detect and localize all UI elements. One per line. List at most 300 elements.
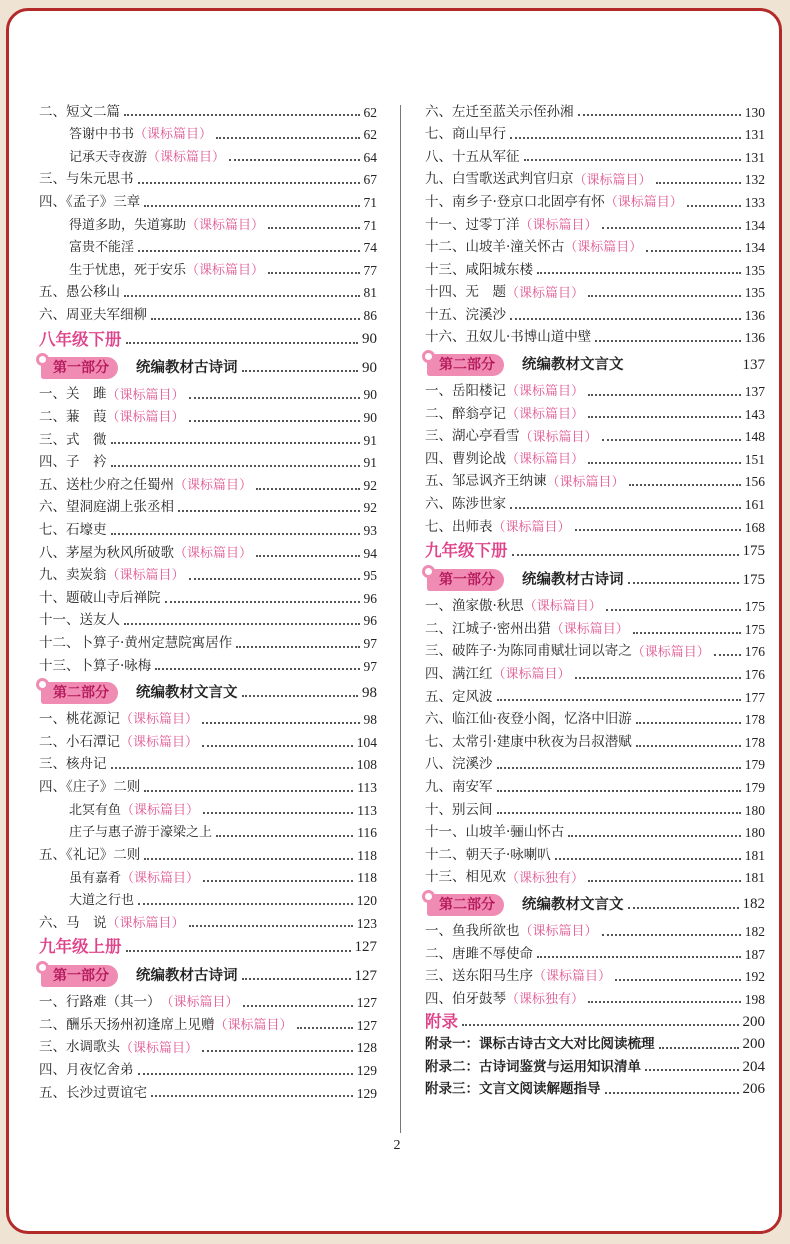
toc-entry[interactable] <box>39 912 377 935</box>
page-ref: 181 <box>744 847 765 863</box>
toc-entry[interactable] <box>39 565 377 588</box>
page-ref: 92 <box>363 500 377 516</box>
entry-title: 九、南安军 <box>425 778 493 795</box>
page-ref: 77 <box>363 262 377 278</box>
toc-left-column <box>39 101 377 1105</box>
toc-entry[interactable] <box>39 474 377 497</box>
curriculum-tag: （课标篇目） <box>492 519 571 535</box>
entry-title: 十一、过零丁洋 <box>425 216 520 233</box>
toc-entry[interactable] <box>39 497 377 520</box>
dot-leader <box>575 529 741 531</box>
page-ref: 127 <box>356 995 377 1011</box>
badge-dot-icon <box>36 961 49 974</box>
page-ref: 156 <box>744 474 765 490</box>
toc-entry[interactable] <box>39 282 377 305</box>
page-ref: 182 <box>742 896 765 913</box>
page-ref: 62 <box>363 127 377 143</box>
entry-title: 附录三：文言文阅读解题指导 <box>425 1081 601 1098</box>
curriculum-tag: （课标篇目） <box>106 387 185 403</box>
entry-title: 十、南乡子·登京口北固亭有怀 <box>425 193 605 210</box>
toc-entry[interactable] <box>39 867 377 890</box>
curriculum-tag: （课标篇目） <box>106 410 185 426</box>
page-ref: 179 <box>744 779 765 795</box>
toc-entry[interactable] <box>425 403 765 426</box>
page-ref: 132 <box>744 172 765 188</box>
toc-entry[interactable] <box>425 596 765 619</box>
part-title: 统编教材文言文 <box>522 356 624 373</box>
page-ref: 98 <box>363 712 377 728</box>
dot-leader <box>229 159 359 161</box>
page-ref: 131 <box>744 127 765 143</box>
part-title: 统编教材文言文 <box>522 896 624 913</box>
entry-title: 六、临江仙·夜登小阁，忆洛中旧游 <box>425 711 632 728</box>
page-ref: 175 <box>742 571 765 588</box>
part-badge-label: 第二部分 <box>439 357 495 374</box>
toc-part-heading[interactable] <box>39 961 377 992</box>
dot-leader <box>124 623 360 625</box>
toc-entry[interactable] <box>39 610 377 633</box>
dot-leader <box>659 1047 739 1049</box>
toc-part-heading[interactable] <box>39 678 377 709</box>
curriculum-tag: （课标篇目） <box>506 452 585 468</box>
page-ref: 148 <box>744 429 765 445</box>
dot-leader <box>202 745 353 747</box>
dot-leader <box>165 601 360 603</box>
dot-leader <box>595 340 740 342</box>
page-ref: 98 <box>362 684 377 701</box>
entry-title: 二、蒹 葭 <box>39 409 107 426</box>
part-badge-label: 第二部分 <box>439 896 495 913</box>
entry-title: 十一、送友人 <box>39 612 120 629</box>
page-ref: 137 <box>742 356 765 373</box>
part-badge <box>427 894 504 916</box>
page-ref: 113 <box>357 802 377 818</box>
toc-entry[interactable] <box>425 776 765 799</box>
part-title: 统编教材文言文 <box>136 684 238 701</box>
toc-entry[interactable] <box>425 641 765 664</box>
entry-title: 三、水调歌头 <box>39 1039 120 1056</box>
dot-leader <box>605 1092 739 1094</box>
toc-entry[interactable] <box>425 844 765 867</box>
toc-entry[interactable] <box>425 124 765 147</box>
toc-entry[interactable] <box>425 471 765 494</box>
page-ref: 151 <box>744 451 765 467</box>
toc-entry[interactable] <box>39 237 377 260</box>
entry-title: 六、左迁至蓝关示侄孙湘 <box>425 103 574 120</box>
toc-entry[interactable] <box>425 966 765 989</box>
toc-entry[interactable] <box>39 520 377 543</box>
entry-title: 三、湖心亭看雪 <box>425 428 520 445</box>
column-divider <box>400 105 401 1133</box>
toc-entry[interactable] <box>39 1037 377 1060</box>
page-ref: 90 <box>363 410 377 426</box>
toc-entry[interactable] <box>39 822 377 845</box>
page-ref: 71 <box>363 194 377 210</box>
curriculum-tag: （课标篇目） <box>106 568 185 584</box>
dot-leader <box>633 632 741 634</box>
toc-grade-heading[interactable] <box>425 539 765 565</box>
entry-title: 三、破阵子·为陈同甫赋壮词以寄之 <box>425 643 632 660</box>
dot-leader <box>268 227 359 229</box>
page-ref: 136 <box>744 330 765 346</box>
toc-entry[interactable] <box>425 663 765 686</box>
toc-entry[interactable] <box>39 731 377 754</box>
entry-title: 九年级上册 <box>39 937 122 957</box>
entry-title: 十、别云间 <box>425 801 493 818</box>
entry-title: 七、商山早行 <box>425 126 506 143</box>
entry-title: 九、卖炭翁 <box>39 567 107 584</box>
page-ref: 127 <box>354 967 377 984</box>
page-ref: 116 <box>357 825 377 841</box>
dot-leader <box>636 722 741 724</box>
dot-leader <box>512 554 739 556</box>
toc-entry[interactable] <box>39 259 377 282</box>
part-title: 统编教材古诗词 <box>136 360 238 377</box>
dot-leader <box>588 416 741 418</box>
toc-entry[interactable] <box>39 191 377 214</box>
toc-entry[interactable] <box>425 494 765 517</box>
curriculum-tag: （课标篇目） <box>573 172 652 188</box>
page-ref: 204 <box>742 1058 765 1075</box>
toc-entry[interactable] <box>39 1059 377 1082</box>
toc-part-heading[interactable] <box>425 565 765 596</box>
dot-leader <box>636 745 741 747</box>
toc-entry[interactable] <box>39 709 377 732</box>
toc-entry[interactable] <box>425 754 765 777</box>
page-ref: 175 <box>744 599 765 615</box>
page-ref: 64 <box>363 149 377 165</box>
dot-leader <box>144 790 353 792</box>
dot-leader <box>256 488 359 490</box>
part-badge <box>427 569 504 591</box>
entry-title: 一、桃花源记 <box>39 711 120 728</box>
page-ref: 168 <box>744 519 765 535</box>
entry-title: 五、邹忌讽齐王纳谏 <box>425 473 547 490</box>
toc-entry[interactable] <box>39 655 377 678</box>
page-ref: 129 <box>356 1062 377 1078</box>
dot-leader <box>575 677 741 679</box>
toc-appendix-entry[interactable] <box>425 1056 765 1079</box>
curriculum-tag: （课标篇目） <box>120 1040 199 1056</box>
dot-leader <box>138 1073 353 1075</box>
page-ref: 120 <box>356 892 377 908</box>
page-ref: 71 <box>363 217 377 233</box>
dot-leader <box>615 979 741 981</box>
toc-entry[interactable] <box>425 381 765 404</box>
entry-title: 十五、浣溪沙 <box>425 306 506 323</box>
toc-entry[interactable] <box>39 407 377 430</box>
entry-title: 得道多助，失道寡助 <box>69 217 187 233</box>
dot-leader <box>144 205 359 207</box>
toc-entry[interactable] <box>39 169 377 192</box>
curriculum-tag: （课标独有） <box>506 870 585 886</box>
dot-leader <box>497 812 741 814</box>
dot-leader <box>242 695 359 697</box>
dot-leader <box>497 699 741 701</box>
dot-leader <box>606 609 741 611</box>
dot-leader <box>236 646 359 648</box>
page-ref: 90 <box>362 331 377 348</box>
entry-title: 五、《礼记》二则 <box>39 846 141 863</box>
entry-title: 十二、朝天子·咏喇叭 <box>425 846 551 863</box>
toc-entry[interactable] <box>425 191 765 214</box>
toc-appendix-entry[interactable] <box>425 1011 765 1034</box>
entry-title: 附录二：古诗词鉴赏与运用知识清单 <box>425 1058 641 1075</box>
dot-leader <box>555 858 741 860</box>
entry-title: 六、马 说 <box>39 914 107 931</box>
page-ref: 74 <box>363 240 377 256</box>
curriculum-tag: （课标篇目） <box>546 474 625 490</box>
curriculum-tag: （课标篇目） <box>174 478 253 494</box>
curriculum-tag: （课标篇目） <box>106 915 185 931</box>
toc-entry[interactable] <box>39 542 377 565</box>
entry-title: 三、核舟记 <box>39 756 107 773</box>
entry-title: 八年级下册 <box>39 329 122 349</box>
badge-dot-icon <box>36 678 49 691</box>
entry-title: 北冥有鱼 <box>69 802 122 818</box>
page-ref: 198 <box>744 991 765 1007</box>
page-ref: 187 <box>744 946 765 962</box>
entry-title: 十一、山坡羊·骊山怀古 <box>425 824 565 841</box>
dot-leader <box>216 835 353 837</box>
toc-entry[interactable] <box>39 214 377 237</box>
part-badge-label: 第一部分 <box>53 968 109 985</box>
toc-entry[interactable] <box>39 101 377 124</box>
page-ref: 108 <box>356 757 377 773</box>
entry-title: 二、酬乐天扬州初逢席上见赠 <box>39 1016 215 1033</box>
entry-title: 虽有嘉肴 <box>69 870 122 886</box>
toc-part-heading[interactable] <box>39 353 377 384</box>
toc-part-heading[interactable] <box>425 889 765 920</box>
page-ref: 178 <box>744 734 765 750</box>
dot-leader <box>243 1005 353 1007</box>
toc-appendix-entry[interactable] <box>425 1033 765 1056</box>
page-ref: 200 <box>742 1013 765 1030</box>
dot-leader <box>568 835 740 837</box>
entry-title: 三、式 微 <box>39 431 107 448</box>
page-ref: 135 <box>744 285 765 301</box>
page-ref: 67 <box>363 172 377 188</box>
badge-dot-icon <box>422 565 435 578</box>
entry-title: 庄子与惠子游于濠梁之上 <box>69 825 213 841</box>
entry-title: 附录一：课标古诗古文大对比阅读梳理 <box>425 1035 655 1052</box>
dot-leader <box>216 137 359 139</box>
dot-leader <box>537 272 741 274</box>
toc-entry[interactable] <box>425 867 765 890</box>
toc-entry[interactable] <box>39 632 377 655</box>
curriculum-tag: （课标篇目） <box>120 712 199 728</box>
entry-title: 十四、无 题 <box>425 284 506 301</box>
page-ref: 127 <box>354 939 377 956</box>
dot-leader <box>138 182 360 184</box>
page-number: 2 <box>393 1138 401 1153</box>
dot-leader <box>138 250 359 252</box>
page-ref: 192 <box>744 969 765 985</box>
page-ref: 131 <box>744 149 765 165</box>
toc-entry[interactable] <box>425 516 765 539</box>
curriculum-tag: （课标篇目） <box>134 127 213 143</box>
curriculum-tag: （课标篇目） <box>160 995 239 1011</box>
toc-entry[interactable] <box>425 618 765 641</box>
toc-entry[interactable] <box>425 259 765 282</box>
page-ref: 178 <box>744 712 765 728</box>
curriculum-tag: （课标篇目） <box>564 240 643 256</box>
toc-entry[interactable] <box>425 709 765 732</box>
page-ref: 62 <box>363 104 377 120</box>
dot-leader <box>497 767 741 769</box>
toc-entry[interactable] <box>425 426 765 449</box>
entry-title: 四、曹刿论战 <box>425 450 506 467</box>
dot-leader <box>602 934 741 936</box>
toc-entry[interactable] <box>39 452 377 475</box>
entry-title: 七、石壕吏 <box>39 522 107 539</box>
toc-entry[interactable] <box>425 214 765 237</box>
badge-dot-icon <box>422 890 435 903</box>
page-ref: 118 <box>357 847 377 863</box>
dot-leader <box>602 227 741 229</box>
toc-entry[interactable] <box>425 731 765 754</box>
entry-title: 三、与朱元思书 <box>39 171 134 188</box>
toc-entry[interactable] <box>425 282 765 305</box>
curriculum-tag: （课标篇目） <box>523 599 602 615</box>
page-ref: 91 <box>363 432 377 448</box>
entry-title: 五、长沙过贾谊宅 <box>39 1084 147 1101</box>
page-ref: 95 <box>363 568 377 584</box>
entry-title: 七、太常引·建康中秋夜为吕叔潜赋 <box>425 733 632 750</box>
dot-leader <box>714 654 741 656</box>
badge-dot-icon <box>36 353 49 366</box>
toc-entry[interactable] <box>39 124 377 147</box>
toc-part-heading[interactable] <box>425 350 765 381</box>
dot-leader <box>151 318 360 320</box>
badge-dot-icon <box>422 350 435 363</box>
entry-title: 富贵不能淫 <box>69 240 135 256</box>
toc-entry[interactable] <box>425 448 765 471</box>
entry-title: 四、《孟子》三章 <box>39 193 141 210</box>
dot-leader <box>588 880 741 882</box>
dot-leader <box>202 1050 353 1052</box>
toc-entry[interactable] <box>39 384 377 407</box>
dot-leader <box>256 555 359 557</box>
dot-leader <box>462 1024 739 1026</box>
toc-grade-heading[interactable] <box>39 935 377 961</box>
curriculum-tag: （课标篇目） <box>604 195 683 211</box>
dot-leader <box>242 370 359 372</box>
curriculum-tag: （课标篇目） <box>120 735 199 751</box>
dot-leader <box>124 114 360 116</box>
curriculum-tag: （课标篇目） <box>186 217 265 233</box>
dot-leader <box>602 439 741 441</box>
dot-leader <box>151 1095 353 1097</box>
curriculum-tag: （课标篇目） <box>519 429 598 445</box>
page-ref: 176 <box>744 644 765 660</box>
part-title: 统编教材古诗词 <box>136 967 238 984</box>
entry-title: 六、周亚夫军细柳 <box>39 306 147 323</box>
dot-leader <box>656 182 741 184</box>
part-badge-label: 第一部分 <box>53 360 109 377</box>
dot-leader <box>537 956 741 958</box>
toc-entry[interactable] <box>425 988 765 1011</box>
toc-entry[interactable] <box>39 1014 377 1037</box>
part-title: 统编教材古诗词 <box>522 571 624 588</box>
page-ref: 181 <box>744 870 765 886</box>
curriculum-tag: （课标篇目） <box>506 406 585 422</box>
toc-entry[interactable] <box>425 304 765 327</box>
entry-title: 八、茅屋为秋风所破歌 <box>39 544 174 561</box>
toc-entry[interactable] <box>39 146 377 169</box>
toc-entry[interactable] <box>425 920 765 943</box>
dot-leader <box>687 205 741 207</box>
dot-leader <box>111 533 360 535</box>
toc-grade-heading[interactable] <box>39 327 377 353</box>
toc-entry[interactable] <box>39 429 377 452</box>
toc-entry[interactable] <box>39 587 377 610</box>
page-ref: 96 <box>363 590 377 606</box>
dot-leader <box>189 420 360 422</box>
toc-entry[interactable] <box>39 992 377 1015</box>
part-badge <box>41 965 118 987</box>
toc-entry[interactable] <box>425 237 765 260</box>
entry-title: 十三、卜算子·咏梅 <box>39 657 152 674</box>
toc-entry[interactable] <box>425 327 765 350</box>
entry-title: 九年级下册 <box>425 541 508 561</box>
toc-appendix-entry[interactable] <box>425 1079 765 1102</box>
dot-leader <box>645 1069 739 1071</box>
entry-title: 四、子 衿 <box>39 454 107 471</box>
page-ref: 113 <box>357 779 377 795</box>
toc-entry[interactable] <box>39 776 377 799</box>
dot-leader <box>111 465 360 467</box>
page-ref: 179 <box>744 757 765 773</box>
part-badge <box>41 682 118 704</box>
curriculum-tag: （课标篇目） <box>631 644 710 660</box>
toc-entry[interactable] <box>425 943 765 966</box>
toc-entry[interactable] <box>425 101 765 124</box>
dot-leader <box>268 272 359 274</box>
entry-title: 十三、相见欢 <box>425 869 506 886</box>
toc-entry[interactable] <box>425 146 765 169</box>
toc-entry[interactable] <box>425 822 765 845</box>
entry-title: 四、伯牙鼓琴 <box>425 990 506 1007</box>
dot-leader <box>178 510 360 512</box>
toc-entry[interactable] <box>425 686 765 709</box>
page-ref: 180 <box>744 825 765 841</box>
toc-entry[interactable] <box>39 889 377 912</box>
curriculum-tag: （课标篇目） <box>550 622 629 638</box>
toc-entry[interactable] <box>425 169 765 192</box>
entry-title: 十二、山坡羊·潼关怀古 <box>425 239 565 256</box>
dot-leader <box>203 812 353 814</box>
entry-title: 六、望洞庭湖上张丞相 <box>39 499 174 516</box>
page-ref: 182 <box>744 923 765 939</box>
page-ref: 86 <box>363 307 377 323</box>
dot-leader <box>189 925 353 927</box>
entry-title: 五、送杜少府之任蜀州 <box>39 476 174 493</box>
dot-leader <box>126 342 359 344</box>
toc-entry[interactable] <box>39 799 377 822</box>
toc-entry[interactable] <box>39 754 377 777</box>
toc-entry[interactable] <box>425 799 765 822</box>
toc-entry[interactable] <box>39 1082 377 1105</box>
dot-leader <box>124 295 360 297</box>
toc-entry[interactable] <box>39 844 377 867</box>
entry-title: 十六、丑奴儿·书博山道中壁 <box>425 329 592 346</box>
entry-title: 十二、卜算子·黄州定慧院寓居作 <box>39 635 233 652</box>
dot-leader <box>497 790 741 792</box>
entry-title: 二、短文二篇 <box>39 103 120 120</box>
entry-title: 九、白雪歌送武判官归京 <box>425 171 574 188</box>
toc-entry[interactable] <box>39 304 377 327</box>
